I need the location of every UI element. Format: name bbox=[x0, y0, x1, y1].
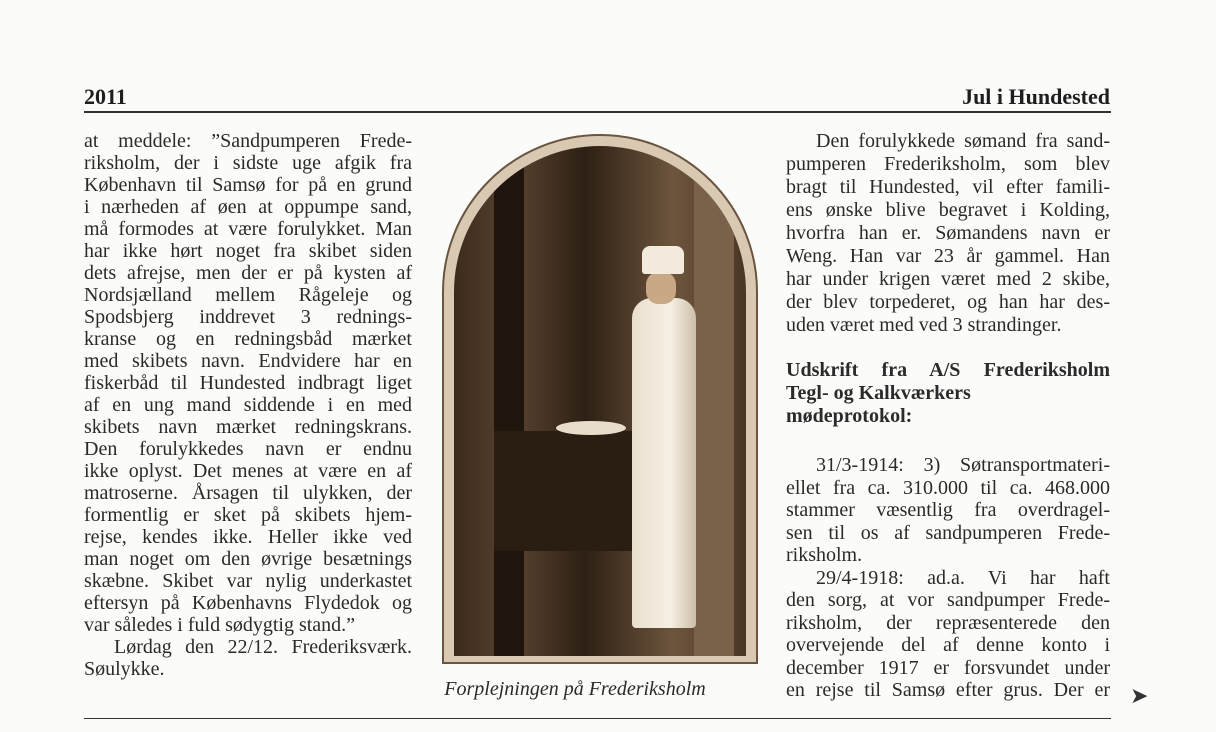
text-line: 31/3-1914: 3) Søtransportmateri- bbox=[816, 454, 1110, 476]
text-line: sen til os af sandpumperen Frede- bbox=[786, 521, 1110, 544]
text-line: kranse og en redningsbåd mærket bbox=[84, 328, 412, 350]
text-line: var således i fuld sødygtig stand.” bbox=[84, 614, 356, 636]
text-line: af en ung mand siddende i en med bbox=[84, 394, 412, 416]
door-frame-left bbox=[494, 146, 524, 656]
text-line: en rejse til Samsø efter grus. Der er bbox=[786, 679, 1110, 701]
chef-head bbox=[646, 272, 676, 304]
text-line: København til Samsø for på en grund bbox=[84, 174, 412, 196]
text-line: uden været med ved 3 strandinger. bbox=[786, 314, 1062, 336]
text-line: riksholm. bbox=[786, 544, 863, 566]
text-line: overvejende del af denne konto i bbox=[786, 634, 1110, 656]
continue-arrow-icon: ➤ bbox=[1130, 683, 1149, 708]
text-line: dets afrejse, men der er på kysten af bbox=[84, 262, 412, 284]
header-rule bbox=[84, 111, 1111, 113]
text-line: mødeprotokol: bbox=[786, 405, 913, 427]
text-line: 29/4-1918: ad.a. Vi har haft bbox=[816, 566, 1110, 589]
text-line: må formodes at være forulykket. Man bbox=[84, 218, 412, 240]
text-line: Den forulykkede sømand fra sand- bbox=[816, 130, 1110, 152]
text-line: matroserne. Årsagen til ulykken, der bbox=[84, 482, 412, 504]
photo-caption: Forplejningen på Frederiksholm bbox=[444, 678, 706, 700]
text-line: ellet fra ca. 310.000 til ca. 468.000 bbox=[786, 476, 1110, 499]
text-line: pumperen Frederiksholm, som blev bbox=[786, 153, 1110, 175]
text-line: ens ønske blive begravet i Kolding, bbox=[786, 199, 1110, 221]
text-line: bragt til Hundested, vil efter famili- bbox=[786, 176, 1110, 198]
text-line: riksholm, der i sidste uge afgik fra bbox=[84, 152, 412, 174]
text-line: Nordsjælland mellem Rågeleje og bbox=[84, 284, 412, 306]
right-entries bbox=[786, 454, 1110, 702]
text-line: har ikke hørt noget fra skibet siden bbox=[84, 240, 412, 262]
text-line: Weng. Han var 23 år gammel. Han bbox=[786, 245, 1110, 267]
text-line: i nærheden af øen at oppumpe sand, bbox=[84, 196, 412, 218]
chef-hat bbox=[642, 246, 684, 274]
stove bbox=[494, 431, 634, 551]
text-line: har under krigen været med 2 skibe, bbox=[786, 268, 1110, 290]
running-title: Jul i Hundested bbox=[962, 84, 1110, 109]
page-year: 2011 bbox=[84, 84, 127, 109]
text-line: eftersyn på Københavns Flydedok og bbox=[84, 592, 412, 614]
left-column bbox=[84, 130, 412, 680]
text-line: Tegl- og Kalkværkers bbox=[786, 382, 971, 404]
text-line: fiskerbåd til Hundested indbragt liget bbox=[84, 372, 412, 394]
text-line: skæbne. Skibet var nylig underkastet bbox=[84, 570, 412, 592]
text-line: rejse, kendes ikke. Heller ikke ved bbox=[84, 526, 412, 548]
text-line: stammer væsentlig fra overdragel- bbox=[786, 499, 1110, 521]
photo-chef-in-galley bbox=[442, 134, 758, 664]
pot bbox=[556, 421, 626, 435]
text-line: den sorg, at vor sandpumper Frede- bbox=[786, 589, 1110, 611]
text-line: Spodsbjerg inddrevet 3 rednings- bbox=[84, 306, 412, 328]
footer-rule bbox=[84, 718, 1111, 719]
text-line: skibets navn mærket redningskrans. bbox=[84, 416, 412, 438]
text-line: Udskrift fra A/S Frederiksholm bbox=[786, 359, 1110, 381]
right-intro bbox=[786, 130, 1110, 337]
text-line: hvorfra han er. Sømandens navn er bbox=[786, 222, 1110, 244]
chef-apron bbox=[632, 298, 696, 628]
text-line: december 1917 er forsvundet under bbox=[786, 656, 1110, 679]
text-line: Lørdag den 22/12. Frederiksværk. bbox=[114, 636, 412, 658]
text-line: man noget om den øvrige besætnings bbox=[84, 548, 412, 570]
text-line: Den forulykkedes navn er endnu bbox=[84, 438, 412, 460]
text-line: der blev torpederet, og han har des- bbox=[786, 291, 1110, 313]
text-line: Søulykke. bbox=[84, 658, 165, 680]
text-line: ikke oplyst. Det menes at være en af bbox=[84, 460, 412, 482]
section-heading bbox=[786, 359, 1110, 428]
text-line: riksholm, der repræsenterede den bbox=[786, 611, 1110, 634]
text-line: at meddele: ”Sandpumperen Frede- bbox=[84, 130, 412, 152]
text-line: med skibets navn. Endvidere har en bbox=[84, 350, 412, 372]
door-frame-right bbox=[694, 146, 734, 656]
text-line: formentlig er sket på skibets hjem- bbox=[84, 504, 412, 526]
